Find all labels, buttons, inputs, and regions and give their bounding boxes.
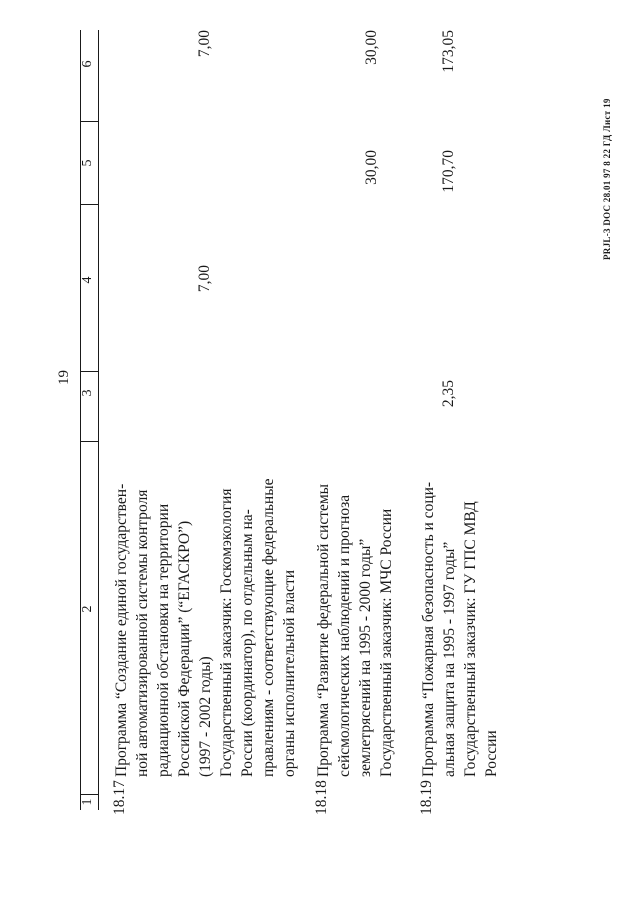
description-line: России — [483, 730, 500, 777]
page-number: 19 — [56, 370, 72, 385]
header-divider — [80, 121, 98, 122]
description-line: России (координатор), по отдельным на- — [239, 509, 256, 777]
value-col3: 2,35 — [440, 380, 457, 408]
value-col6: 7,00 — [196, 30, 213, 58]
header-divider — [80, 371, 98, 372]
header-col-2: 2 — [80, 605, 95, 613]
header-top-rule — [80, 30, 81, 810]
description-line: Российской Федерации” (“ЕГАСКРО”) — [176, 520, 193, 777]
description-line: Государственный заказчик: ГУ ГПС МВД — [462, 501, 479, 777]
header-divider — [80, 441, 98, 442]
description-line: Государственный заказчик: Госкомэкология — [218, 488, 235, 777]
description-line: сейсмологических наблюдений и прогноза — [336, 494, 353, 777]
header-col-6: 6 — [80, 60, 95, 68]
value-col6: 173,05 — [440, 30, 457, 73]
row-description — [313, 484, 397, 777]
description-line: альная защита на 1995 - 1997 годы” — [441, 541, 458, 777]
footer-code: PRJL-3 DOC 28.01 97 8 22 ГД Лист 19 — [602, 98, 612, 260]
value-col5: 30,00 — [363, 150, 380, 185]
header-col-1: 1 — [80, 798, 95, 806]
description-line: Государственный заказчик: МЧС России — [378, 508, 395, 777]
header-col-4: 4 — [80, 276, 95, 284]
description-line: Программа “Пожарная безопасность и соци- — [420, 481, 437, 777]
description-line: землетрясений на 1995 - 2000 годы” — [357, 538, 374, 777]
row-number: 18.19 — [418, 780, 435, 815]
header-divider — [80, 204, 98, 205]
description-line: Программа “Создание единой государствен- — [113, 483, 130, 777]
description-line: правлениям - соответствующие федеральные — [260, 478, 277, 777]
row-number: 18.18 — [313, 780, 330, 815]
description-line: радиационной обстановки на территории — [155, 503, 172, 777]
row-description — [111, 478, 300, 777]
header-col-5: 5 — [80, 159, 95, 167]
header-bottom-rule — [98, 30, 99, 810]
row-number: 18.17 — [111, 780, 128, 815]
header-col-3: 3 — [80, 389, 95, 397]
description-line: органы исполнительной власти — [281, 569, 298, 777]
description-line: ной автоматизированной системы контроля — [134, 489, 151, 777]
value-col4: 7,00 — [196, 265, 213, 293]
description-line: (1997 - 2002 годы) — [197, 656, 214, 777]
value-col5: 170,70 — [440, 150, 457, 193]
value-col6: 30,00 — [363, 30, 380, 65]
description-line: Программа “Развитие федеральной системы — [315, 483, 332, 777]
row-description — [418, 482, 502, 777]
